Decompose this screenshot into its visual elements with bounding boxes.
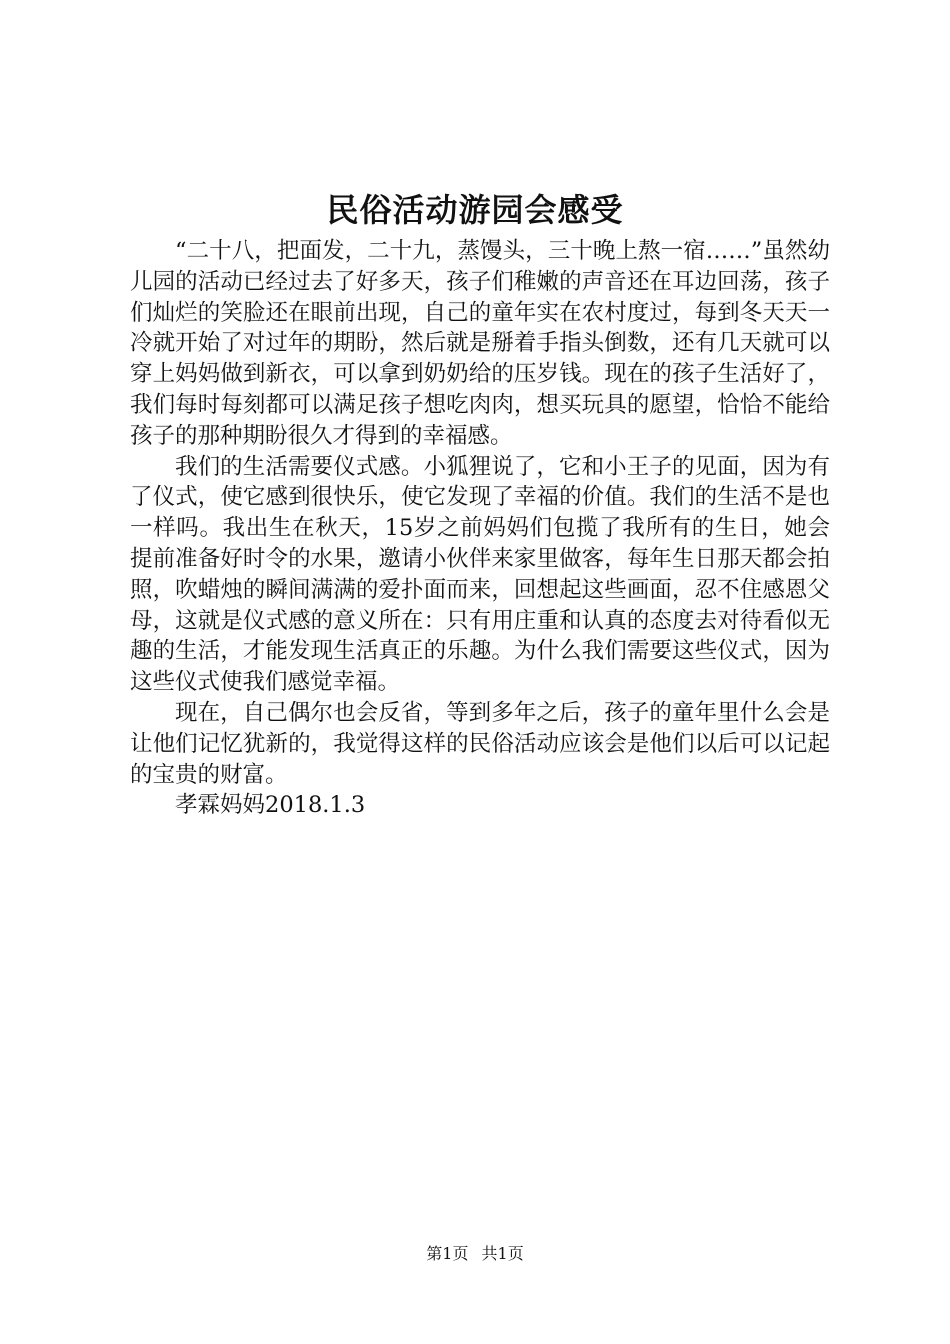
paragraph-intro: “二十八，把面发，二十九，蒸馒头，三十晚上熬一宿……”虽然幼儿园的活动已经过去了好多天，孩子们稚嫩的声音还在耳边回荡，孩子们灿烂的笑脸还在眼前出现，自己的童年实在农村度过，每到冬天天一冷就开始了对过年的期盼，然后就是掰着手指头倒数，还有几天就可以穿上妈妈做到新衣，可以拿到奶奶给的压岁钱。现在的孩子生活好了，我们每时每刻都可以满足孩子想吃肉肉，想买玩具的愿望，恰恰不能给孩子的那种期盼很久才得到的幸福感。 xyxy=(130,238,830,449)
page-number: 第1页 xyxy=(426,1244,469,1263)
paragraph-reflection: 现在，自己偶尔也会反省，等到多年之后，孩子的童年里什么会是让他们记忆犹新的，我觉得这样的民俗活动应该会是他们以后可以记起的宝贵的财富。 xyxy=(130,699,830,788)
signature-line: 孝霖妈妈2018.1.3 xyxy=(175,792,366,819)
document-body xyxy=(130,236,830,821)
document-title: 民俗活动游园会感受 xyxy=(326,191,624,229)
paragraph-ritual: 我们的生活需要仪式感。小狐狸说了，它和小王子的见面，因为有了仪式，使它感到很快乐，使它发现了幸福的价值。我们的生活不是也一样吗。我出生在秋天，15岁之前妈妈们包揽了我所有的生日，她会提前准备好时令的水果，邀请小伙伴来家里做客，每年生日那天都会拍照，吹蜡烛的瞬间满满的爱扑面而来，回想起这些画面，忍不住感恩父母，这就是仪式感的意义所在：只有用庄重和认真的态度去对待看似无趣的生活，才能发现生活真正的乐趣。为什么我们需要这些仪式，因为这些仪式使我们感觉幸福。 xyxy=(130,453,830,696)
page-footer xyxy=(0,1243,950,1265)
page-total: 共1页 xyxy=(481,1244,524,1263)
